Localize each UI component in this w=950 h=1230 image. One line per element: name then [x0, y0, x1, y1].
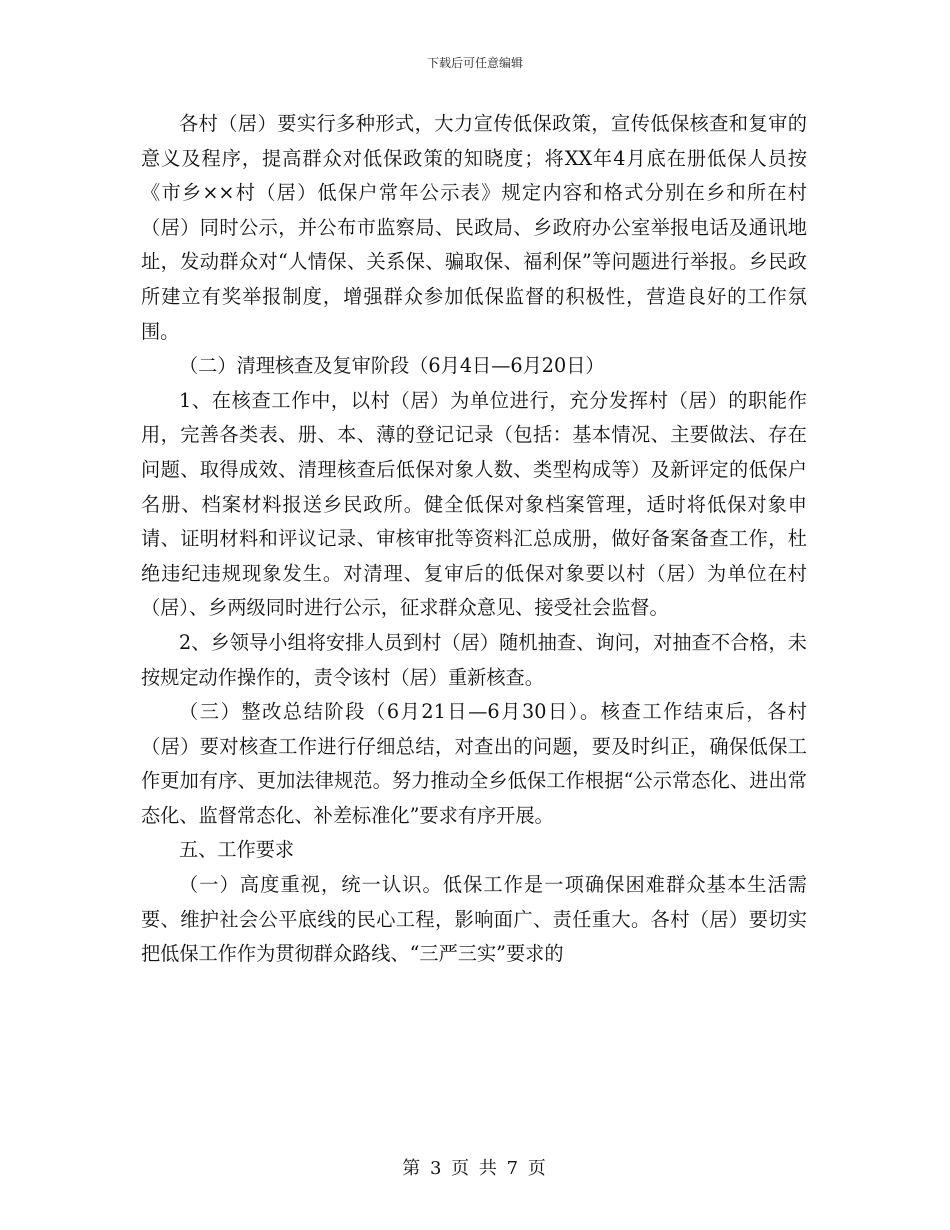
- section-heading-review-stage: （二）清理核查及复审阶段（6月4日—6月20日）: [179, 354, 605, 378]
- paragraph-requirement-1: （一）高度重视，统一认识。低保工作是一项确保困难群众基本生活需要、维护社会公平底线的民心工程，影响面广、责任重大。各村（居）要切实把低保工作作为贯彻群众路线、“三严三实”要求的: [141, 873, 807, 966]
- page-number-footer: 第 3 页 共 7 页: [402, 1158, 548, 1179]
- section-heading-work-requirements: 五、工作要求: [179, 838, 295, 862]
- paragraph-publicity: 各村（居）要实行多种形式，大力宣传低保政策，宣传低保核查和复审的意义及程序，提高群众对低保政策的知晓度；将XX年4月底在册低保人员按《市乡××村（居）低保户常年公示表》规定内容和格式分别在乡和所在村（居）同时公示，并公布市监察局、民政局、乡政府办公室举报电话及通讯地址，发动群众对“人情保、关系保、骗取保、福利保”等问题进行举报。乡民政所建立有奖举报制度，增强群众参加低保监督的积极性，营造良好的工作氛围。: [141, 112, 807, 343]
- document-body: [141, 107, 807, 972]
- page-header: 下载后可任意编辑: [426, 56, 523, 70]
- paragraph-review-item-1: 1、在核查工作中，以村（居）为单位进行，充分发挥村（居）的职能作用，完善各类表、册、本、薄的登记记录（包括：基本情况、主要做法、存在问题、取得成效、清理核查后低保对象人数、类型构成等）及新评定的低保户名册、档案材料报送乡民政所。健全低保对象档案管理，适时将低保对象申请、证明材料和评议记录、审核审批等资料汇总成册，做好备案备查工作，杜绝违纪违规现象发生。对清理、复审后的低保对象要以村（居）为单位在村（居）、乡两级同时进行公示，征求群众意见、接受社会监督。: [141, 388, 807, 620]
- paragraph-review-item-2: 2、乡领导小组将安排人员到村（居）随机抽查、询问，对抽查不合格，未按规定动作操作的，责令该村（居）重新核查。: [141, 630, 807, 689]
- paragraph-rectification-stage: （三）整改总结阶段（6月21日—6月30日）。核查工作结束后，各村（居）要对核查工作进行仔细总结，对查出的问题，要及时纠正，确保低保工作更加有序、更加法律规范。努力推动全乡低保工作根据“公示常态化、进出常态化、监督常态化、补差标准化”要求有序开展。: [141, 700, 807, 827]
